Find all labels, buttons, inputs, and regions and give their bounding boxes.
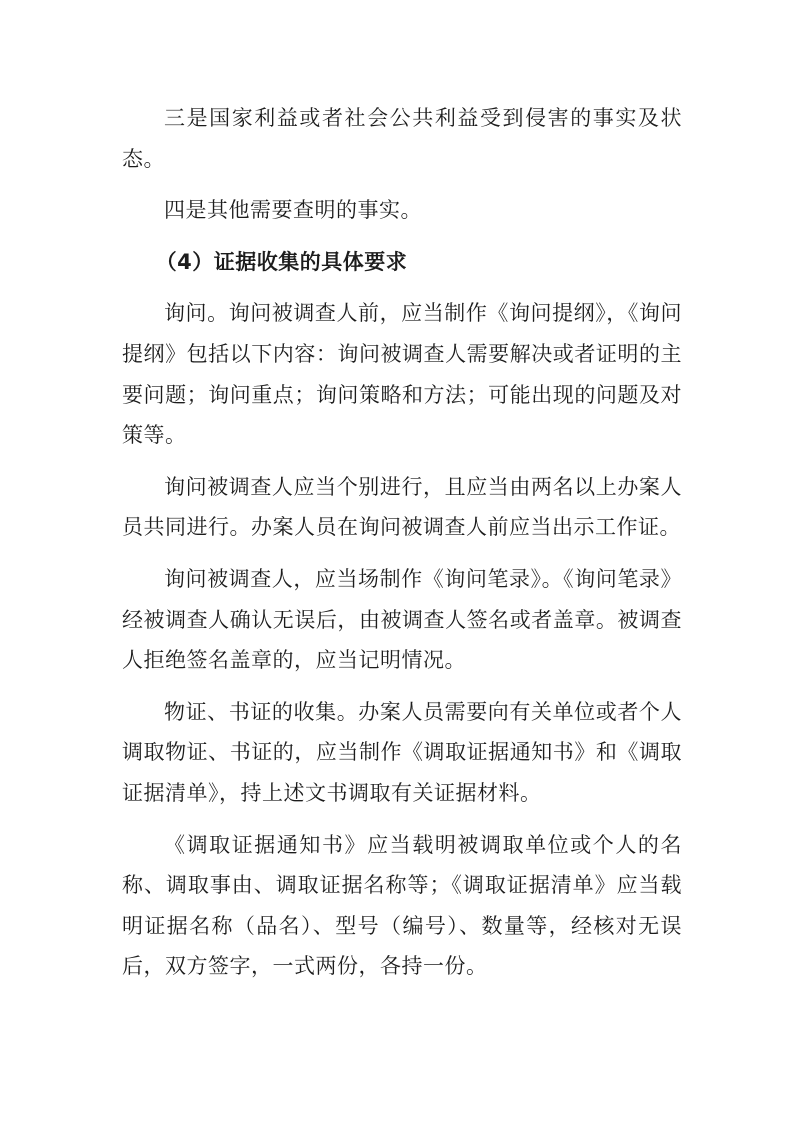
paragraph-other-facts: 四是其他需要查明的事实。 [164, 198, 422, 223]
paragraph-evidence-notice: 《调取证据通知书》应当载明被调取单位或个人的名称、调取事由、调取证据名称等；《调取证据清单》应当载明证据名称（品名）、型号（编号）、数量等，经核对无误后，双方签字，一式两份，各持一份。 [122, 832, 682, 979]
paragraph-inquiry-record: 询问被调查人，应当场制作《询问笔录》。《询问笔录》经被调查人确认无误后，由被调查人签名或者盖章。被调查人拒绝签名盖章的，应当记明情况。 [122, 566, 682, 673]
paragraph-inquiry-outline: 询问。询问被调查人前，应当制作《询问提纲》，《询问提纲》包括以下内容：询问被调查人需要解决或者证明的主要问题；询问重点；询问策略和方法；可能出现的问题及对策等。 [122, 301, 682, 448]
paragraph-state-interest: 三是国家利益或者社会公共利益受到侵害的事实及状态。 [122, 106, 682, 171]
document-body [122, 98, 682, 987]
section-heading-evidence-requirements: （4）证据收集的具体要求 [155, 249, 408, 274]
paragraph-inquiry-separate: 询问被调查人应当个别进行，且应当由两名以上办案人员共同进行。办案人员在询问被调查人前应当出示工作证。 [122, 474, 682, 540]
paragraph-physical-evidence: 物证、书证的收集。办案人员需要向有关单位或者个人调取物证、书证的，应当制作《调取证据通知书》和《调取证据清单》，持上述文书调取有关证据材料。 [122, 699, 682, 805]
